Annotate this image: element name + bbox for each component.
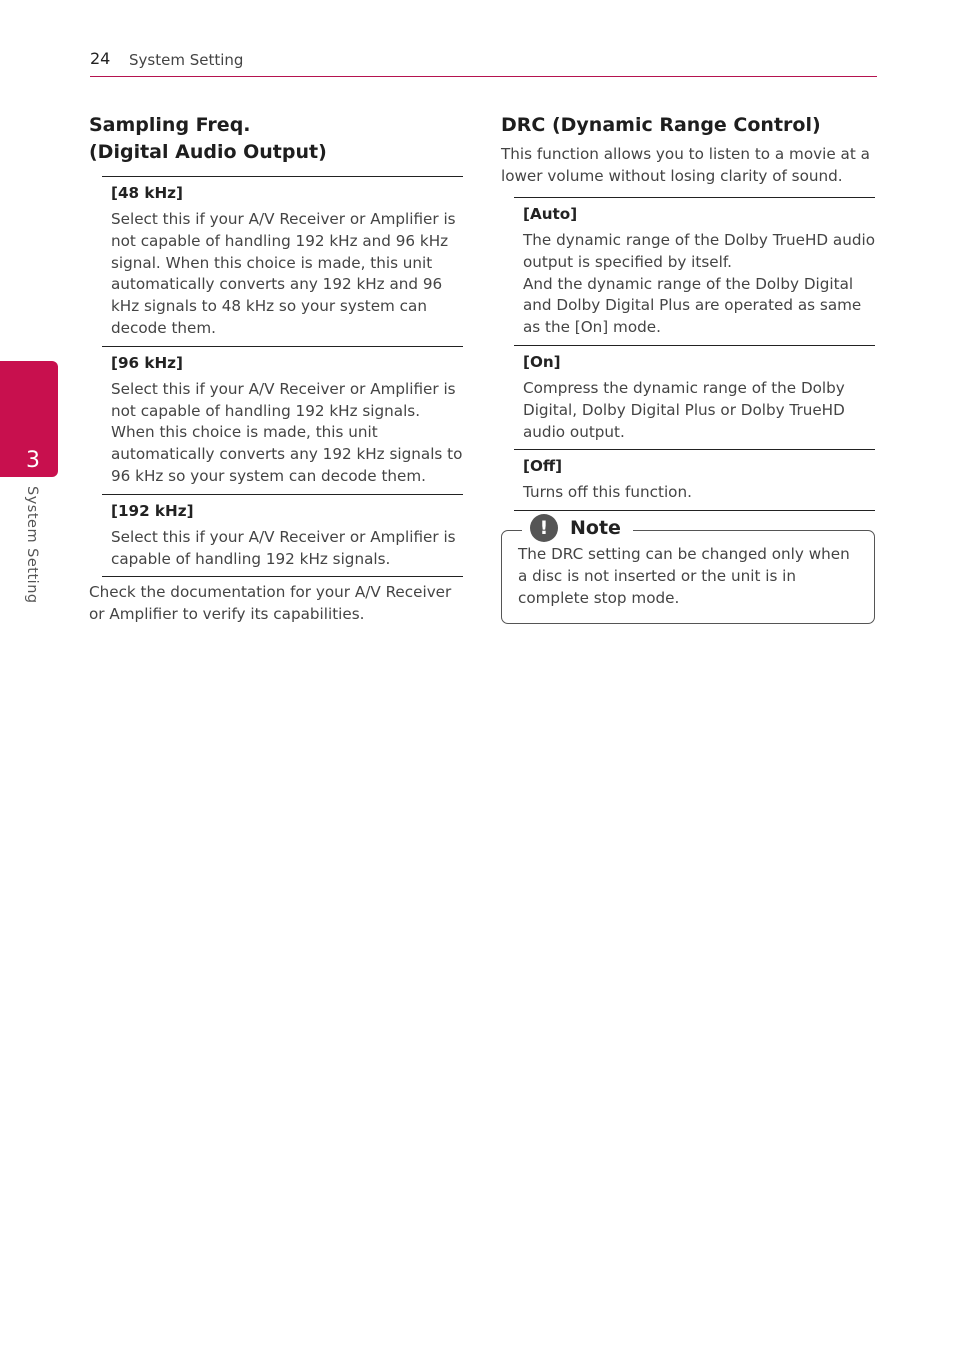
description-line-2: And the dynamic range of the Dolby Digital and Dolby Digital Plus are operated as same as the [On] mode. xyxy=(523,274,862,337)
drc-section xyxy=(501,112,875,624)
chapter-number: 3 xyxy=(26,448,40,473)
option-list xyxy=(514,197,875,511)
page-header xyxy=(90,48,877,77)
note-box xyxy=(501,517,875,624)
chapter-label: System Setting xyxy=(24,486,40,604)
option-label: [On] xyxy=(523,352,561,371)
section-heading xyxy=(89,112,463,166)
option-description: Compress the dynamic range of the Dolby Digital, Dolby Digital Plus or Dolby TrueHD audio output. xyxy=(523,378,845,441)
option-label: [Off] xyxy=(523,457,563,476)
note-body: The DRC setting can be changed only when a disc is not inserted or the unit is in complete stop mode. xyxy=(518,545,850,608)
description-line-1: The dynamic range of the Dolby TrueHD audio output is specified by itself. xyxy=(523,231,875,271)
exclamation-icon: ! xyxy=(530,514,558,542)
chapter-tab xyxy=(0,361,58,477)
option-label: [96 kHz] xyxy=(111,353,183,372)
option-description: Turns off this function. xyxy=(523,483,692,502)
option-description: Select this if your A/V Receiver or Amplifier is capable of handling 192 kHz signals. xyxy=(111,527,456,568)
option-off xyxy=(514,449,875,511)
option-48khz xyxy=(102,176,463,346)
option-label: [192 kHz] xyxy=(111,501,194,520)
option-on xyxy=(514,345,875,449)
section-intro: This function allows you to listen to a movie at a lower volume without losing clarity of sound. xyxy=(501,145,870,185)
page-number: 24 xyxy=(90,49,111,68)
note-title: Note xyxy=(570,517,621,540)
heading-line-1: Sampling Freq. xyxy=(89,114,251,136)
option-auto xyxy=(514,197,875,345)
option-list xyxy=(102,176,463,577)
note-header xyxy=(522,514,633,542)
footer-note: Check the documentation for your A/V Receiver or Amplifier to verify its capabilities. xyxy=(89,583,452,624)
option-description: Select this if your A/V Receiver or Amplifier is not capable of handling 192 kHz and 96 kHz signal. When this choice is made, this unit automatically converts any 192 kHz and 96 kHz signals to 48 kHz so your system can decode them. xyxy=(111,210,456,337)
section-heading: DRC (Dynamic Range Control) xyxy=(501,114,821,136)
option-description xyxy=(523,230,875,339)
option-description: Select this if your A/V Receiver or Amplifier is not capable of handling 192 kHz signals. When this choice is made, this unit automatically converts any 192 kHz signals to 96 kHz so your system can decode them. xyxy=(111,379,463,485)
option-label: [Auto] xyxy=(523,205,578,223)
option-96khz xyxy=(102,346,463,494)
heading-line-2: (Digital Audio Output) xyxy=(89,141,327,163)
sampling-freq-section xyxy=(89,112,463,626)
option-label: [48 kHz] xyxy=(111,184,183,202)
section-title: System Setting xyxy=(129,51,244,69)
option-192khz xyxy=(102,494,463,578)
